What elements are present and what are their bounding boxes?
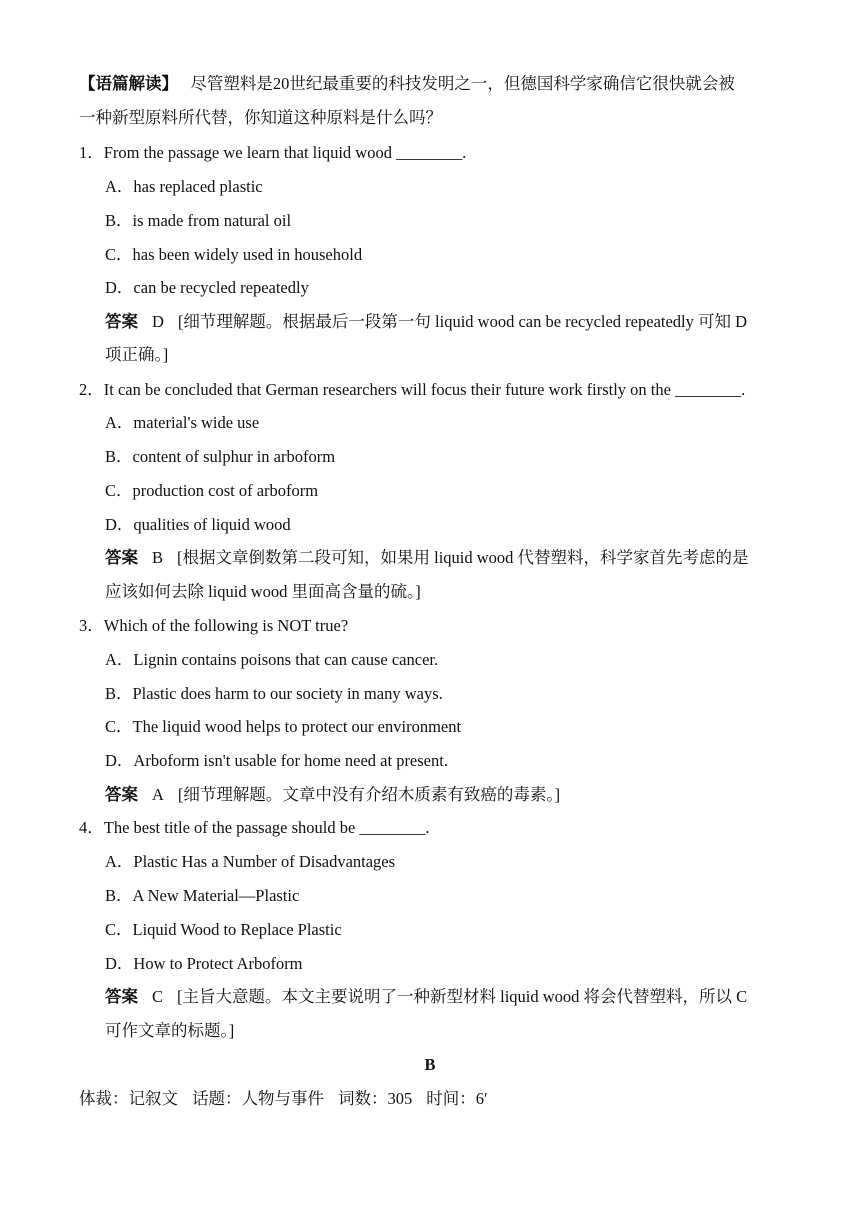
answer-explanation: [主旨大意题。本文主要说明了一种新型材料 liquid wood 将会代替塑料，所以 C (177, 987, 748, 1006)
time: 时间：6′ (426, 1089, 488, 1108)
intro-line-1 (79, 74, 735, 94)
answer-line (105, 312, 747, 332)
answer-letter: B (152, 548, 164, 567)
question-stem: 3．Which of the following is NOT true? (79, 616, 349, 635)
question-stem: 2．It can be concluded that German researchers will focus their future work firstly on the ________. (79, 380, 746, 399)
answer-explanation: [细节理解题。文章中没有介绍木质素有致癌的毒素。] (177, 785, 561, 804)
option: B．A New Material—Plastic (105, 886, 300, 905)
genre: 体裁：记叙文 (79, 1089, 178, 1108)
intro-text-1: 尽管塑料是20世纪最重要的科技发明之一，但德国科学家确信它很快就会被 (190, 74, 735, 93)
answer-label: 答案 (105, 987, 138, 1006)
answer-explanation-cont: 可作文章的标题。] (105, 1021, 235, 1040)
option: C．production cost of arboform (105, 481, 319, 500)
answer-label: 答案 (105, 548, 138, 567)
section-heading: B (424, 1055, 436, 1074)
option: C．Liquid Wood to Replace Plastic (105, 920, 342, 939)
option: D．How to Protect Arboform (105, 954, 303, 973)
option: B．content of sulphur in arboform (105, 447, 336, 466)
answer-explanation-cont: 应该如何去除 liquid wood 里面高含量的硫。] (105, 582, 421, 601)
answer-label: 答案 (105, 312, 138, 331)
word-count: 词数：305 (338, 1089, 413, 1108)
option: A．has replaced plastic (105, 177, 263, 196)
option: B．Plastic does harm to our society in many ways. (105, 684, 443, 703)
option: C．has been widely used in household (105, 245, 363, 264)
answer-line (105, 548, 749, 568)
answer-line (105, 987, 747, 1007)
option: A．Plastic Has a Number of Disadvantages (105, 852, 396, 871)
option: A．Lignin contains poisons that can cause cancer. (105, 650, 439, 669)
option: B．is made from natural oil (105, 211, 292, 230)
answer-line (105, 785, 560, 805)
intro-label: 【语篇解读】 (79, 74, 178, 93)
answer-explanation: [根据文章倒数第二段可知，如果用 liquid wood 代替塑料，科学家首先考虑的是 (177, 548, 749, 567)
section-meta (79, 1089, 502, 1109)
topic: 话题：人物与事件 (192, 1089, 324, 1108)
option: D．can be recycled repeatedly (105, 278, 309, 297)
answer-letter: C (152, 987, 164, 1006)
answer-explanation-cont: 项正确。] (105, 345, 169, 364)
option: D．qualities of liquid wood (105, 515, 291, 534)
option: A．material's wide use (105, 413, 260, 432)
answer-explanation: [细节理解题。根据最后一段第一句 liquid wood can be recycled repeatedly 可知 D (177, 312, 748, 331)
answer-letter: A (152, 785, 164, 804)
question-stem: 4．The best title of the passage should be ________. (79, 818, 430, 837)
answer-label: 答案 (105, 785, 138, 804)
intro-line-2: 一种新型原料所代替，你知道这种原料是什么吗？ (79, 108, 442, 127)
question-stem: 1．From the passage we learn that liquid wood ________. (79, 143, 467, 162)
answer-letter: D (152, 312, 164, 331)
option: D．Arboform isn't usable for home need at present. (105, 751, 448, 770)
option: C．The liquid wood helps to protect our environment (105, 717, 462, 736)
